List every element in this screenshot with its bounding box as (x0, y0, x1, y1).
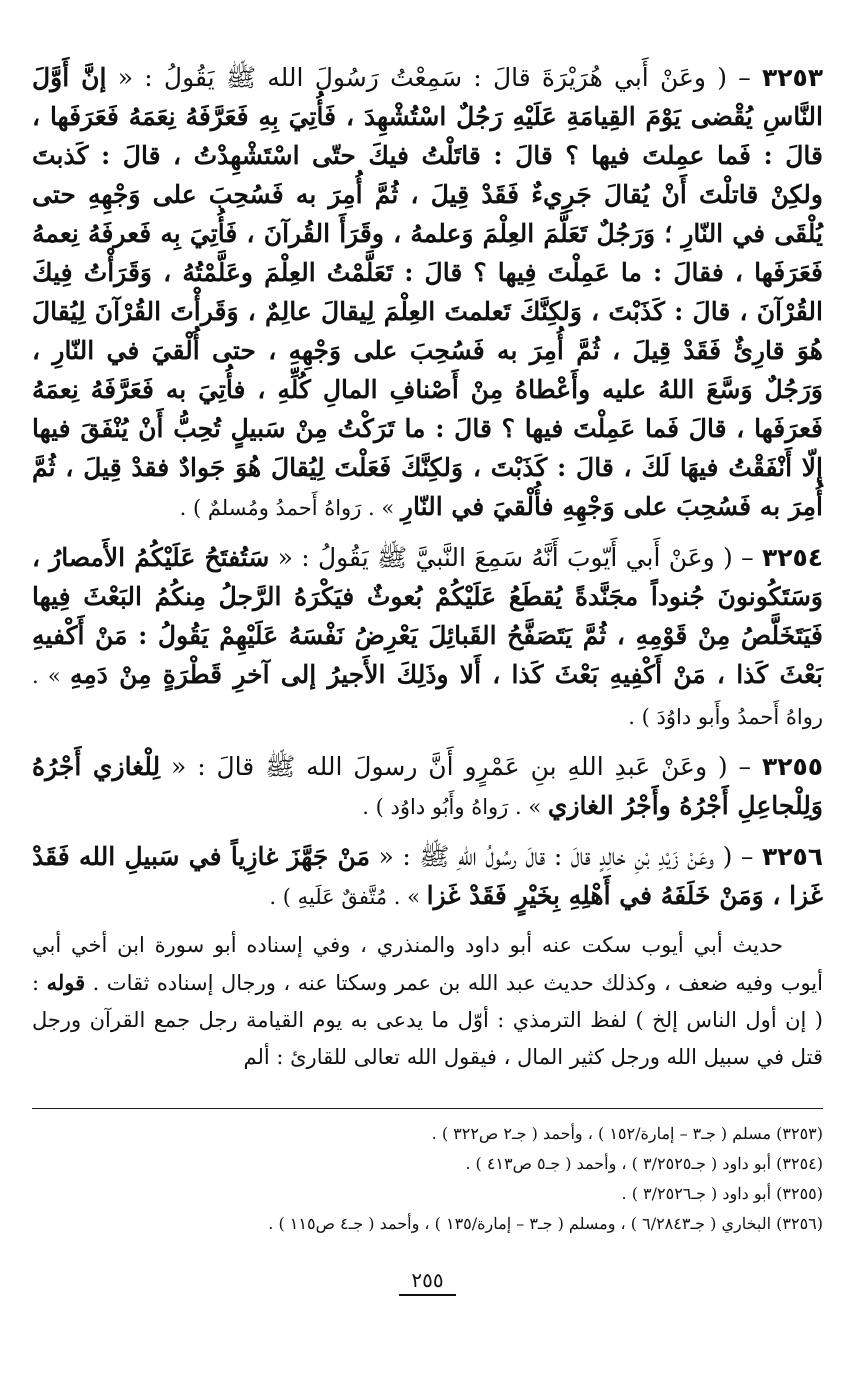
hadith-intro: – ( وعَنْ أَبي هُرَيْرَةَ قالَ : سَمِعْتُ رَسُولَ الله ﷺ يَقُولُ : « (106, 63, 762, 92)
hadith-text: سَتُفتَحُ عَلَيْكُمُ الأَمصارُ ، وَسَتَكُونونَ جُنوداً مجَنَّدةً يُقطَعُ عَلَيْكُمْ بُعوثٌ فيَكْرَهُ الرَّجلُ مِنكُمُ البَعْثَ فِيها فَيَتَخَلَّصُ مِنْ قَوْمِهِ ، ثُمَّ يَتَصَفَّحُ القَبائِلَ يَعْرِضُ نَفْسَهُ عَلَيْهِمْ يَقُولُ : مَنْ أَكْفيهِ بَعْثَ كَذا ، مَنْ أَكْفِيهِ بَعْثَ كَذا ، أَلا وذَلِكَ الأَجيرُ إلى آخرِ قَطْرَةٍ مِنْ دَمِهِ (32, 543, 824, 689)
hadith-intro: – ( وعَنْ زَيْدِ بْنِ خالِدٍ قالَ : قالَ رسُولُ اللهِ ﷺ : « (369, 842, 762, 871)
hadith-number: ٣٢٥٦ (761, 842, 823, 871)
commentary-keyword: قوله (46, 970, 86, 995)
hadith-number: ٣٢٥٣ (761, 63, 823, 92)
hadith-source: » . مُتَّفقٌ عَلَيهِ ) . (269, 885, 427, 909)
hadith-intro: – ( وعَنْ عَبدِ اللهِ بنِ عَمْرٍو أَنَّ رسولَ الله ﷺ قالَ : « (160, 752, 762, 781)
hadith-3256 (32, 837, 823, 917)
commentary-text: حديث أبي أيوب سكت عنه أبو داود والمنذري ، وفي إسناده أبو سورة ابن أخي أبي أيوب وفيه ضعف ، وكذلك حديث عبد الله بن عمر وسكتا عنه ، ورجال إسناده ثقات . (32, 933, 823, 995)
hadith-text: مَنْ جَهَّزَ غازِياً في سَبيلِ الله فَقَدْ غَزا ، وَمَنْ خَلَفَهُ في أَهْلِهِ بِخَيْرٍ فَقَدْ غَزا (32, 842, 823, 910)
footnote: (٣٢٥٥) أبو داود ( جـ٣/٢٥٢٦ ) . (621, 1184, 823, 1203)
footnote: (٣٢٥٤) أبو داود ( جـ٣/٢٥٢٥ ) ، وأحمد ( جـ٥ ص٤١٣ ) . (465, 1154, 823, 1173)
page-number-text: ٢٥٥ (399, 1268, 455, 1296)
hadith-source: » . رواهُ أَحمدُ وأَبو داوُدَ ) . (32, 664, 823, 729)
footnote: (٣٢٥٦) البخاري ( جـ٦/٢٨٤٣ ) ، ومسلم ( جـ٣ – إمارة/١٣٥ ) ، وأحمد ( جـ٤ ص١١٥ ) . (268, 1214, 823, 1233)
page-number (0, 1268, 855, 1292)
footnotes (32, 1108, 823, 1239)
commentary (32, 927, 823, 1076)
commentary-text: : ( إن أول الناس إلخ ) لفظ الترمذي : أوّل ما يدعى به يوم القيامة رجل جمع القرآن ورجل قتل في سبيل الله ورجل كثير المال ، فيقول الله تعالى للقارئ : ألم (32, 971, 823, 1069)
hadith-text: لِلْغازي أَجْرُهُ وَلِلْجاعِلِ أَجْرُهُ وأَجْرُ الغازي (32, 752, 823, 820)
hadith-3254 (32, 538, 823, 737)
hadith-source: » . رَواهُ وأَبُو داوُد ) . (362, 795, 548, 819)
hadith-3253 (32, 58, 823, 528)
hadith-text: إنَّ أَوَّلَ النَّاسِ يُقْضى يَوْمَ القِيامَةِ عَلَيْهِ رَجُلٌ اسْتُشْهِدَ ، فَأُتِيَ بِهِ فَعَرَّفَهُ نِعَمَهُ فَعَرَفَها ، قالَ : فَما عمِلتَ فيها ؟ قالَ : قاتَلْتُ فيكَ حتّى اسْتَشْهِدْتُ ، قالَ : كَذبتَ ولكِنْ قاتلْتَ أَنْ يُقالَ جَرِيءٌ فَقَدْ قِيلَ ، ثُمَّ أُمِرَ به فَسُحِبَ على وَجْهِهِ حتى يُلْقَى في النّارِ ؛ وَرَجُلٌ تَعَلَّمَ العِلْمَ وَعلمهُ ، وقَرَأَ القُرآنَ ، فَأُتِيَ بِه فَعرفَهُ نِعمهُ فَعَرَفَها ، فقالَ : ما عَمِلْتَ فِيها ؟ قالَ : تَعَلَّمْتُ العِلْمَ وعَلَّمْتُهُ ، وَقَرَأْتُ فِيكَ القُرْآنَ ، قالَ : كَذَبْتَ ، وَلكِنَّكَ تَعلمتَ العِلْمَ لِيقالَ عالِمٌ ، وَقَرأْتَ القُرْآنَ لِيُقالَ هُوَ قارِئٌ فَقَدْ قِيلَ ، ثُمَّ أُمِرَ به فَسُحِبَ على وَجْهِهِ ، حتى أُلْقيَ في النّارِ ، وَرَجُلٌ وَسَّعَ اللهُ عليه وأَعْطاهُ مِنْ أَصْنافِ المالِ كُلِّهِ ، فأُتِيَ به فَعَرَّفَهُ نِعمَهُ فَعرَفَها ، قالَ فَما عَمِلْتَ فيها ؟ قالَ : ما تَرَكْتُ مِنْ سَبيلٍ تُحِبُّ أَنْ يُنْفَقَ فيها إلّا أَنْفَقْتُ فيهَا لَكَ ، قالَ : كَذَبْتَ ، وَلكِنَّكَ فَعَلْتَ لِيُقالَ هُوَ جَوادٌ فقدْ قِيلَ ، ثُمَّ أُمِرَ به فَسُحِبَ على وَجْهِهِ فأُلْقيَ في النّارِ (32, 63, 823, 521)
hadith-number: ٣٢٥٥ (761, 752, 823, 781)
hadith-source: » . رَواهُ أَحمدُ ومُسلمٌ ) . (179, 496, 401, 520)
footnote: (٣٢٥٣) مسلم ( جـ٣ – إمارة/١٥٢ ) ، وأحمد ( جـ٢ ص٣٢٢ ) . (431, 1124, 823, 1143)
hadith-intro: – ( وعَنْ أَبي أَيّوبَ أَنَّهُ سَمِعَ النَّبيَّ ﷺ يَقُولُ : « (269, 543, 762, 572)
hadith-number: ٣٢٥٤ (761, 543, 823, 572)
hadith-3255 (32, 747, 823, 827)
